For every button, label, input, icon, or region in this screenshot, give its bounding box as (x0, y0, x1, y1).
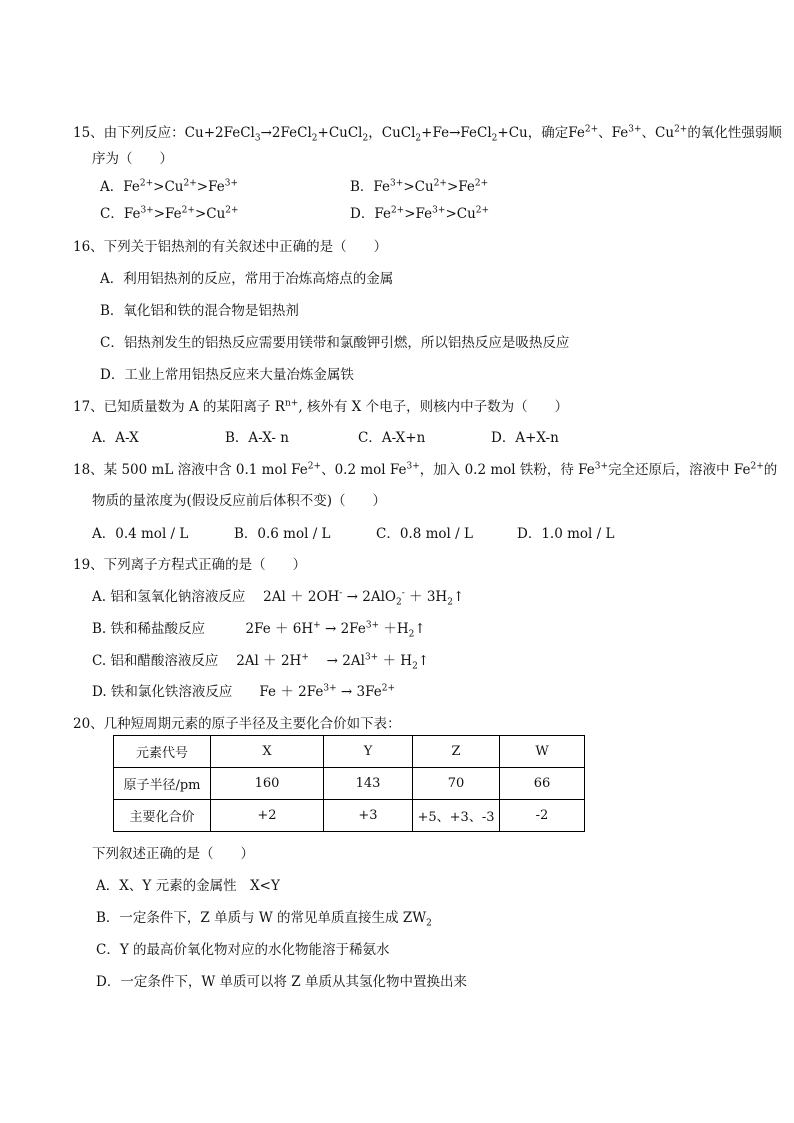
q18-stem-cont: 物质的量浓度为(假设反应前后体积不变)（ ） (92, 493, 387, 509)
q17-stem: 17、已知质量数为 A 的某阳离子 $R^{n+}$, 核外有 X 个电子，则核内中子数为（ ） (73, 398, 569, 415)
q16-option-c: C．铝热剂发生的铝热反应需要用镁带和氯酸钾引燃，所以铝热反应是吸热反应 (100, 335, 570, 351)
q20-stem-cont: 下列叙述正确的是（ ） (92, 846, 254, 862)
q19-stem: 19、下列离子方程式正确的是（ ） (73, 557, 307, 573)
q16-option-d: D．工业上常用铝热反应来大量冶炼金属铁 (100, 367, 354, 383)
q15-stem-cont: 序为（ ） (92, 151, 173, 167)
table-header-cell: W (500, 736, 585, 768)
q17-option-a: A．A-X (92, 430, 139, 446)
q20-option-a: A．X、Y 元素的金属性 X<Y (96, 878, 280, 894)
table-header-cell: 元素代号 (114, 736, 211, 768)
table-header-cell: X (211, 736, 324, 768)
q17-option-c: C．A-X+n (358, 430, 426, 446)
table-cell: 66 (500, 768, 585, 800)
q18-option-c: C．0.8 mol / L (376, 526, 473, 542)
q16-stem: 16、下列关于铝热剂的有关叙述中正确的是（ ） (73, 239, 388, 255)
table-cell: 原子半径/pm (114, 768, 211, 800)
q19-option-d: D. 铁和氯化铁溶液反应 $Fe + 2Fe^{3+} \to 3Fe^{2+}$ (92, 683, 396, 700)
table-cell: 143 (324, 768, 413, 800)
table-cell: +3 (324, 800, 413, 832)
q15-option-d: D．$Fe^{2+}>Fe^{3+}>Cu^{2+}$ (350, 205, 490, 222)
table-cell: -2 (500, 800, 585, 832)
q18-option-b: B．0.6 mol / L (234, 526, 331, 542)
table-cell: 160 (211, 768, 324, 800)
q18-stem: 18、某 500 mL 溶液中含 0.1 mol $Fe^{2+}$、0.2 mol $Fe^{3+}$，加入 0.2 mol 铁粉，待 $Fe^{3+}$完全还原后，溶液中 $Fe^{2+}$的 (73, 461, 778, 478)
q20-option-d: D．一定条件下，W 单质可以将 Z 单质从其氢化物中置换出来 (96, 974, 467, 990)
q20-stem: 20、几种短周期元素的原子半径及主要化合价如下表： (73, 716, 401, 732)
q19-option-c: C. 铝和醋酸溶液反应 2Al ＋ 2H+ → $2Al^{3+}$ ＋ $H_2↑$ (92, 652, 430, 672)
q19-option-b: B. 铁和稀盐酸反应 $2Fe + 6H^+ \to 2Fe^{3+}$ $+H_2↑$ (92, 620, 426, 640)
element-table (113, 735, 585, 832)
q19-option-a: A. 铝和氢氧化钠溶液反应 $2Al + 2OH^- \to 2AlO_2^- + 3H_2↑$ (92, 588, 465, 608)
q15-stem: 15、由下列反应：Cu+2FeCl$_3$→2FeCl$_2$+CuCl$_2$，CuCl$_2$+Fe→FeCl$_2$+Cu，确定$Fe^{2+}$、$Fe^{3+}$、$Cu^{2+}$的氧化性强弱顺 (73, 124, 782, 144)
q15-option-b: B．$Fe^{3+}>Cu^{2+}>Fe^{2+}$ (350, 178, 489, 195)
q15-option-c: C．$Fe^{3+}>Fe^{2+}>Cu^{2+}$ (100, 205, 239, 222)
q17-option-d: D．A+X-n (491, 430, 559, 446)
q18-option-d: D．1.0 mol / L (517, 526, 615, 542)
q17-option-b: B．A-X- n (225, 430, 289, 446)
table-header-cell: Y (324, 736, 413, 768)
q16-option-a: A．利用铝热剂的反应，常用于冶炼高熔点的金属 (100, 271, 394, 287)
table-row (114, 800, 585, 832)
table-header-cell: Z (413, 736, 500, 768)
q20-option-c: C．Y 的最高价氧化物对应的水化物能溶于稀氨水 (96, 942, 390, 958)
table-cell: +5、+3、-3 (413, 800, 500, 832)
table-cell: 主要化合价 (114, 800, 211, 832)
table-cell: 70 (413, 768, 500, 800)
q15-option-a: A．$Fe^{2+}>Cu^{2+}>Fe^{3+}$ (100, 178, 238, 195)
q20-option-b: B．一定条件下，Z 单质与 W 的常见单质直接生成 $ZW_2$ (96, 910, 432, 929)
q16-option-b: B．氧化铝和铁的混合物是铝热剂 (100, 303, 299, 319)
q18-option-a: A．0.4 mol / L (92, 526, 189, 542)
table-cell: +2 (211, 800, 324, 832)
table-header-row (114, 736, 585, 768)
table-row (114, 768, 585, 800)
